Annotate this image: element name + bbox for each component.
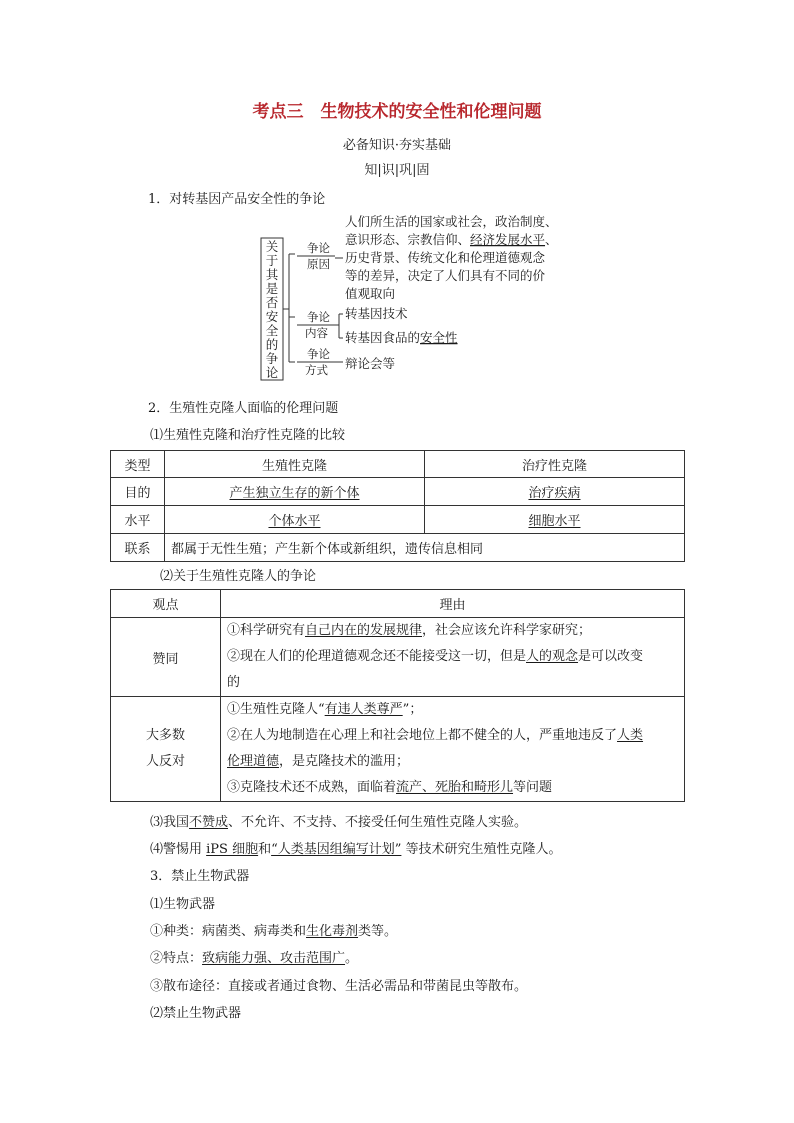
table-cell: 赞同 bbox=[111, 618, 221, 697]
subheading-comparison: ⑴生殖性克隆和治疗性克隆的比较 bbox=[150, 428, 346, 443]
reason-line-2: 意识形态、宗教信仰、经济发展水平、 bbox=[345, 232, 558, 247]
debate-table bbox=[110, 589, 685, 802]
table-cell: ①科学研究有自己内在的发展规律，社会应该允许科学家研究； ②现在人们的伦理道德观念还不能接受这一切，但是人的观念是可以改变 的 bbox=[221, 618, 685, 697]
heading-1: 1．对转基因产品安全性的争论 bbox=[148, 192, 326, 207]
reason-line-5: 值观取向 bbox=[345, 286, 396, 301]
heading-3: 3．禁止生物武器 bbox=[150, 869, 250, 884]
svg-text:全: 全 bbox=[265, 323, 279, 338]
table-cell: 细胞水平 bbox=[528, 514, 581, 529]
reason-line-1: 人们所生活的国家或社会，政治制度、 bbox=[345, 214, 558, 229]
branch-method-1: 争论 bbox=[307, 347, 330, 361]
reason-line-3: 历史背景、传统文化和伦理道德观念 bbox=[345, 250, 546, 265]
subheading-bioweapon: ⑴生物武器 bbox=[150, 897, 216, 912]
table-row bbox=[111, 590, 685, 618]
debate-diagram bbox=[255, 210, 595, 385]
table-cell: 治疗疾病 bbox=[528, 486, 581, 501]
table-header-cell: 治疗性克隆 bbox=[425, 451, 685, 478]
branch-reason-1: 争论 bbox=[307, 241, 330, 255]
table-cell: 都属于无性生殖；产生新个体或新组织，遗传信息相同 bbox=[165, 534, 685, 562]
table-row bbox=[111, 618, 685, 697]
svg-text:是: 是 bbox=[265, 281, 279, 296]
bioweapon-types: ①种类：病菌类、病毒类和生化毒剂类等。 bbox=[150, 924, 398, 939]
branch-content-2: 内容 bbox=[305, 326, 328, 340]
table-cell: 水平 bbox=[111, 506, 165, 534]
table-header-cell: 类型 bbox=[111, 451, 165, 478]
svg-text:否: 否 bbox=[265, 295, 279, 310]
svg-text:论: 论 bbox=[265, 365, 279, 380]
subheading-ban: ⑵禁止生物武器 bbox=[150, 1006, 242, 1021]
method-debate: 辩论会等 bbox=[345, 356, 396, 371]
bioweapon-spread: ③散布途径：直接或者通过食物、生活必需品和带菌昆虫等散布。 bbox=[150, 979, 528, 994]
table-cell: 个体水平 bbox=[268, 514, 321, 529]
content-bracket bbox=[335, 314, 343, 338]
table-cell: 大多数 人反对 bbox=[111, 697, 221, 802]
table-row bbox=[111, 534, 685, 562]
paragraph-4: ⑷警惕用 iPS 细胞和“人类基因组编写计划” 等技术研究生殖性克隆人。 bbox=[150, 842, 562, 857]
branch-reason-2: 原因 bbox=[307, 257, 330, 271]
table-row bbox=[111, 478, 685, 506]
reason-line-4: 等的差异，决定了人们具有不同的价 bbox=[345, 268, 546, 283]
table-header-cell: 理由 bbox=[221, 590, 685, 618]
content-gm-tech: 转基因技术 bbox=[345, 306, 408, 321]
bioweapon-features: ②特点：致病能力强、攻击范围广。 bbox=[150, 951, 359, 966]
svg-text:争: 争 bbox=[265, 351, 279, 366]
table-row bbox=[111, 451, 685, 478]
section-subtitle-2: 知|识|巩|固 bbox=[364, 163, 430, 178]
svg-text:的: 的 bbox=[265, 337, 279, 352]
table-cell: ①生殖性克隆人“有违人类尊严”； ②在人为地制造在心理上和社会地位上都不健全的人，严重地违反了人类 伦理道德，是克隆技术的滥用； ③克隆技术还不成熟，面临着流产、死胎和畸形儿等问题 bbox=[221, 697, 685, 802]
subheading-debate: ⑵关于生殖性克隆人的争论 bbox=[160, 569, 317, 584]
table-header-cell: 观点 bbox=[111, 590, 221, 618]
table-cell: 目的 bbox=[111, 478, 165, 506]
svg-text:关: 关 bbox=[265, 239, 279, 254]
table-header-cell: 生殖性克隆 bbox=[165, 451, 425, 478]
content-gm-food: 转基因食品的安全性 bbox=[345, 330, 458, 345]
comparison-table bbox=[110, 450, 685, 562]
table-cell: 产生独立生存的新个体 bbox=[229, 486, 360, 501]
section-subtitle: 必备知识·夯实基础 bbox=[342, 138, 452, 153]
table-row bbox=[111, 697, 685, 802]
table-row bbox=[111, 506, 685, 534]
vertical-label bbox=[266, 239, 279, 380]
heading-2: 2．生殖性克隆人面临的伦理问题 bbox=[148, 401, 339, 416]
svg-text:安: 安 bbox=[265, 309, 279, 324]
main-bracket bbox=[283, 254, 295, 362]
branch-content-1: 争论 bbox=[307, 310, 330, 324]
paragraph-3: ⑶我国不赞成、不允许、不支持、不接受任何生殖性克隆人实验。 bbox=[150, 815, 528, 830]
page-title: 考点三 生物技术的安全性和伦理问题 bbox=[252, 102, 542, 122]
svg-text:于: 于 bbox=[265, 253, 279, 268]
branch-method-2: 方式 bbox=[305, 363, 328, 377]
table-cell: 联系 bbox=[111, 534, 165, 562]
svg-text:其: 其 bbox=[265, 267, 279, 282]
